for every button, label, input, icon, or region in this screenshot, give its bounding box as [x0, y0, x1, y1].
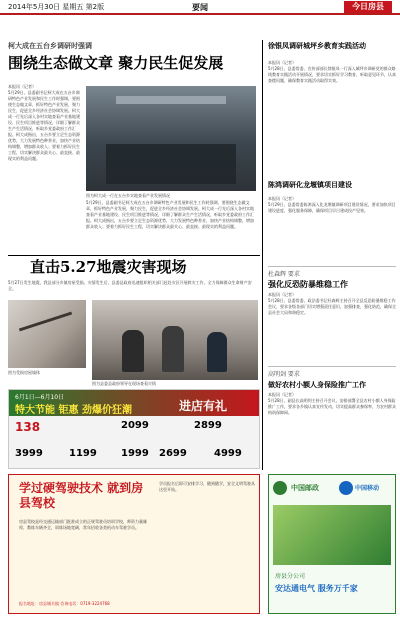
person-2	[162, 326, 184, 372]
lead-photo-caption: 图为柯大成一行在五台乡实地查看产业发展情况	[86, 193, 170, 198]
ad-banner-text: 特大节能 钜惠 劲爆价狂潮	[15, 405, 132, 416]
right-b-headline: 陈鸿调研化龙堰镇项目建设	[268, 180, 352, 189]
school-headline: 学过硬驾驶技术 就到房县驾校	[19, 481, 144, 510]
lead-body	[8, 84, 80, 206]
sponsor-image	[273, 505, 391, 565]
right-b-text: 5月29日，县委常委陈鸿深入化龙堰镇调研项目建设情况，要求加快项目建设进度，强化服务保障，确保项目早日建成投产见效。	[268, 202, 396, 213]
right-c-headline: 强化反恐防暴维稳工作	[268, 279, 348, 289]
person-3	[207, 332, 227, 372]
right-d-body	[268, 392, 396, 468]
post-logo-icon	[273, 481, 287, 495]
photo-people	[106, 144, 236, 184]
school-footer: 报名地址：房县城关镇 咨询电话：0719-3224768	[19, 601, 110, 606]
ad-banner	[9, 390, 259, 416]
quake-lede: 5月27日发生地震，我县部分乡镇房屋受损。灾情发生后，县委县政府迅速组织相关部门赶赴灾区开展救灾工作，全力保障群众生命财产安全。	[8, 280, 252, 291]
wall-crack	[19, 312, 72, 332]
lead-kicker: 柯大成在五台乡调研时强调	[8, 42, 92, 50]
column-rule	[262, 40, 263, 470]
page-header	[0, 0, 400, 15]
quake-headline: 直击5.27地震灾害现场	[30, 258, 187, 276]
right-a-text: 5月28日，县委常委、宣传部部长徐银凤一行深入城坪乡调研党的群众路线教育实践活动开展情况，要求切实抓好学习教育、听取意见环节，认真查摆问题，确保教育实践活动取得实效。	[268, 66, 396, 83]
lead-body-cont	[86, 200, 256, 252]
ad-price-1: 1199	[69, 448, 97, 459]
right-d-tag: 高明剑 要求	[268, 371, 300, 378]
masthead-logo: 今日房县	[344, 1, 392, 13]
appliance-ad	[8, 389, 260, 469]
right-a-body	[268, 60, 396, 178]
right-c-byline: 本报讯（记者）	[268, 292, 296, 297]
quake-caption-right: 图为县委县政府领导在现场查看灾情	[92, 381, 156, 386]
school-body-right: 学员报名后即可安排学习，随到随学，安全文明驾驶从这里开始。	[159, 481, 255, 492]
right-c-text: 5月28日，县委常委、政法委书记杜森辉主持召开全县反恐防暴维稳工作会议，要求各级各部门切实增强责任意识，加强排查，强化防范，确保全县社会大局和谐稳定。	[268, 298, 396, 315]
right-a-byline: 本报讯（记者）	[268, 60, 296, 65]
ad-price-2: 2099	[121, 420, 149, 431]
sponsor-name-2: 中国移动	[355, 485, 380, 492]
right-b-byline: 本报讯（记者）	[268, 196, 296, 201]
right-c-body	[268, 292, 396, 364]
person-1	[122, 330, 144, 372]
lead-photo	[86, 86, 256, 191]
sponsor-tag: 房县分公司	[275, 573, 306, 580]
ad-price-4: 2699	[159, 448, 187, 459]
right-d-headline: 做好农村小额人身保险推广工作	[268, 380, 366, 389]
lead-text-cont: 5月29日，县委副书记柯大成在五台乡调研特色产业发展和民生工作时强调，要围绕生态做文章，抓好特色产业发展，聚力民生，促进全乡经济社会协调发展。柯大成一行先后深入各村实地查看产业基地建设、民生项目推进等情况，详细了解群众生产生活情况，听取乡党委政府工作汇报。柯大成指出，五台乡要立足生态资源优势，大力发展特色种养业，加快产业结构调整，增加群众收入；要着力抓好民生工程，切实解决群众最关心、最直接、最现实的利益问题。	[86, 200, 254, 229]
photo-building-sign	[116, 96, 226, 104]
quake-photo-left	[8, 300, 86, 368]
ad-price-7: 3999	[15, 448, 43, 459]
sponsor-name: 中国邮政	[291, 484, 319, 492]
ad-slogan: 进店有礼	[179, 399, 228, 413]
ad-price-0: 138	[15, 420, 41, 434]
sponsor-slogan: 安达通电气 服务万千家	[275, 584, 358, 593]
right-c-tag: 杜森辉 要求	[268, 271, 300, 278]
ad-price-6: 4999	[214, 448, 242, 459]
lead-byline: 本报讯（记者）	[8, 84, 36, 89]
right-a-headline: 徐银凤调研城坪乡教育实践活动	[268, 41, 366, 50]
section-title: 要闻	[192, 3, 208, 12]
quake-photo-right	[92, 300, 258, 380]
right-d-byline: 本报讯（记者）	[268, 392, 296, 397]
driving-school-ad	[8, 474, 260, 614]
lead-text: 5月29日，县委副书记柯大成在五台乡调研特色产业发展和民生工作时强调，要围绕生态做文章，抓好特色产业发展，聚力民生，促进全乡经济社会协调发展。柯大成一行先后深入各村实地查看产业基地建设、民生项目推进等情况，详细了解群众生产生活情况，听取乡党委政府工作汇报。柯大成指出，五台乡要立足生态资源优势，大力发展特色种养业，加快产业结构调整，增加群众收入；要着力抓好民生工程，切实解决群众最关心、最直接、最现实的利益问题。	[8, 90, 80, 161]
ad-price-5: 2899	[194, 420, 222, 431]
mobile-logo-icon	[339, 481, 353, 495]
right-b-body	[268, 196, 396, 264]
quake-caption-left: 图为受损房屋墙体	[8, 370, 40, 375]
issue-date: 2014年5月30日 星期五 第2版	[8, 3, 105, 11]
ad-price-3: 1999	[121, 448, 149, 459]
right-rule-2	[268, 366, 396, 367]
school-body: 房县驾校是经交通运输部门批准成立的正规驾驶员培训学校，师资力量雄厚，教练车辆齐全，训练场地宽阔，常年招收各类机动车驾驶学员。	[19, 519, 147, 530]
ad-dates: 6月1日—6月10日	[15, 394, 65, 401]
sponsor-block	[268, 474, 396, 614]
right-rule-1	[268, 266, 396, 267]
right-d-text: 5月28日，副县长高明剑主持召开会议，安排部署全县农村小额人身保险推广工作，要求各乡镇认真宣传发动，切实提高群众参保率，为农村群众构筑保障网。	[268, 398, 396, 415]
lead-headline: 围绕生态做文章 聚力民生促发展	[8, 54, 224, 72]
section-rule	[8, 255, 260, 256]
